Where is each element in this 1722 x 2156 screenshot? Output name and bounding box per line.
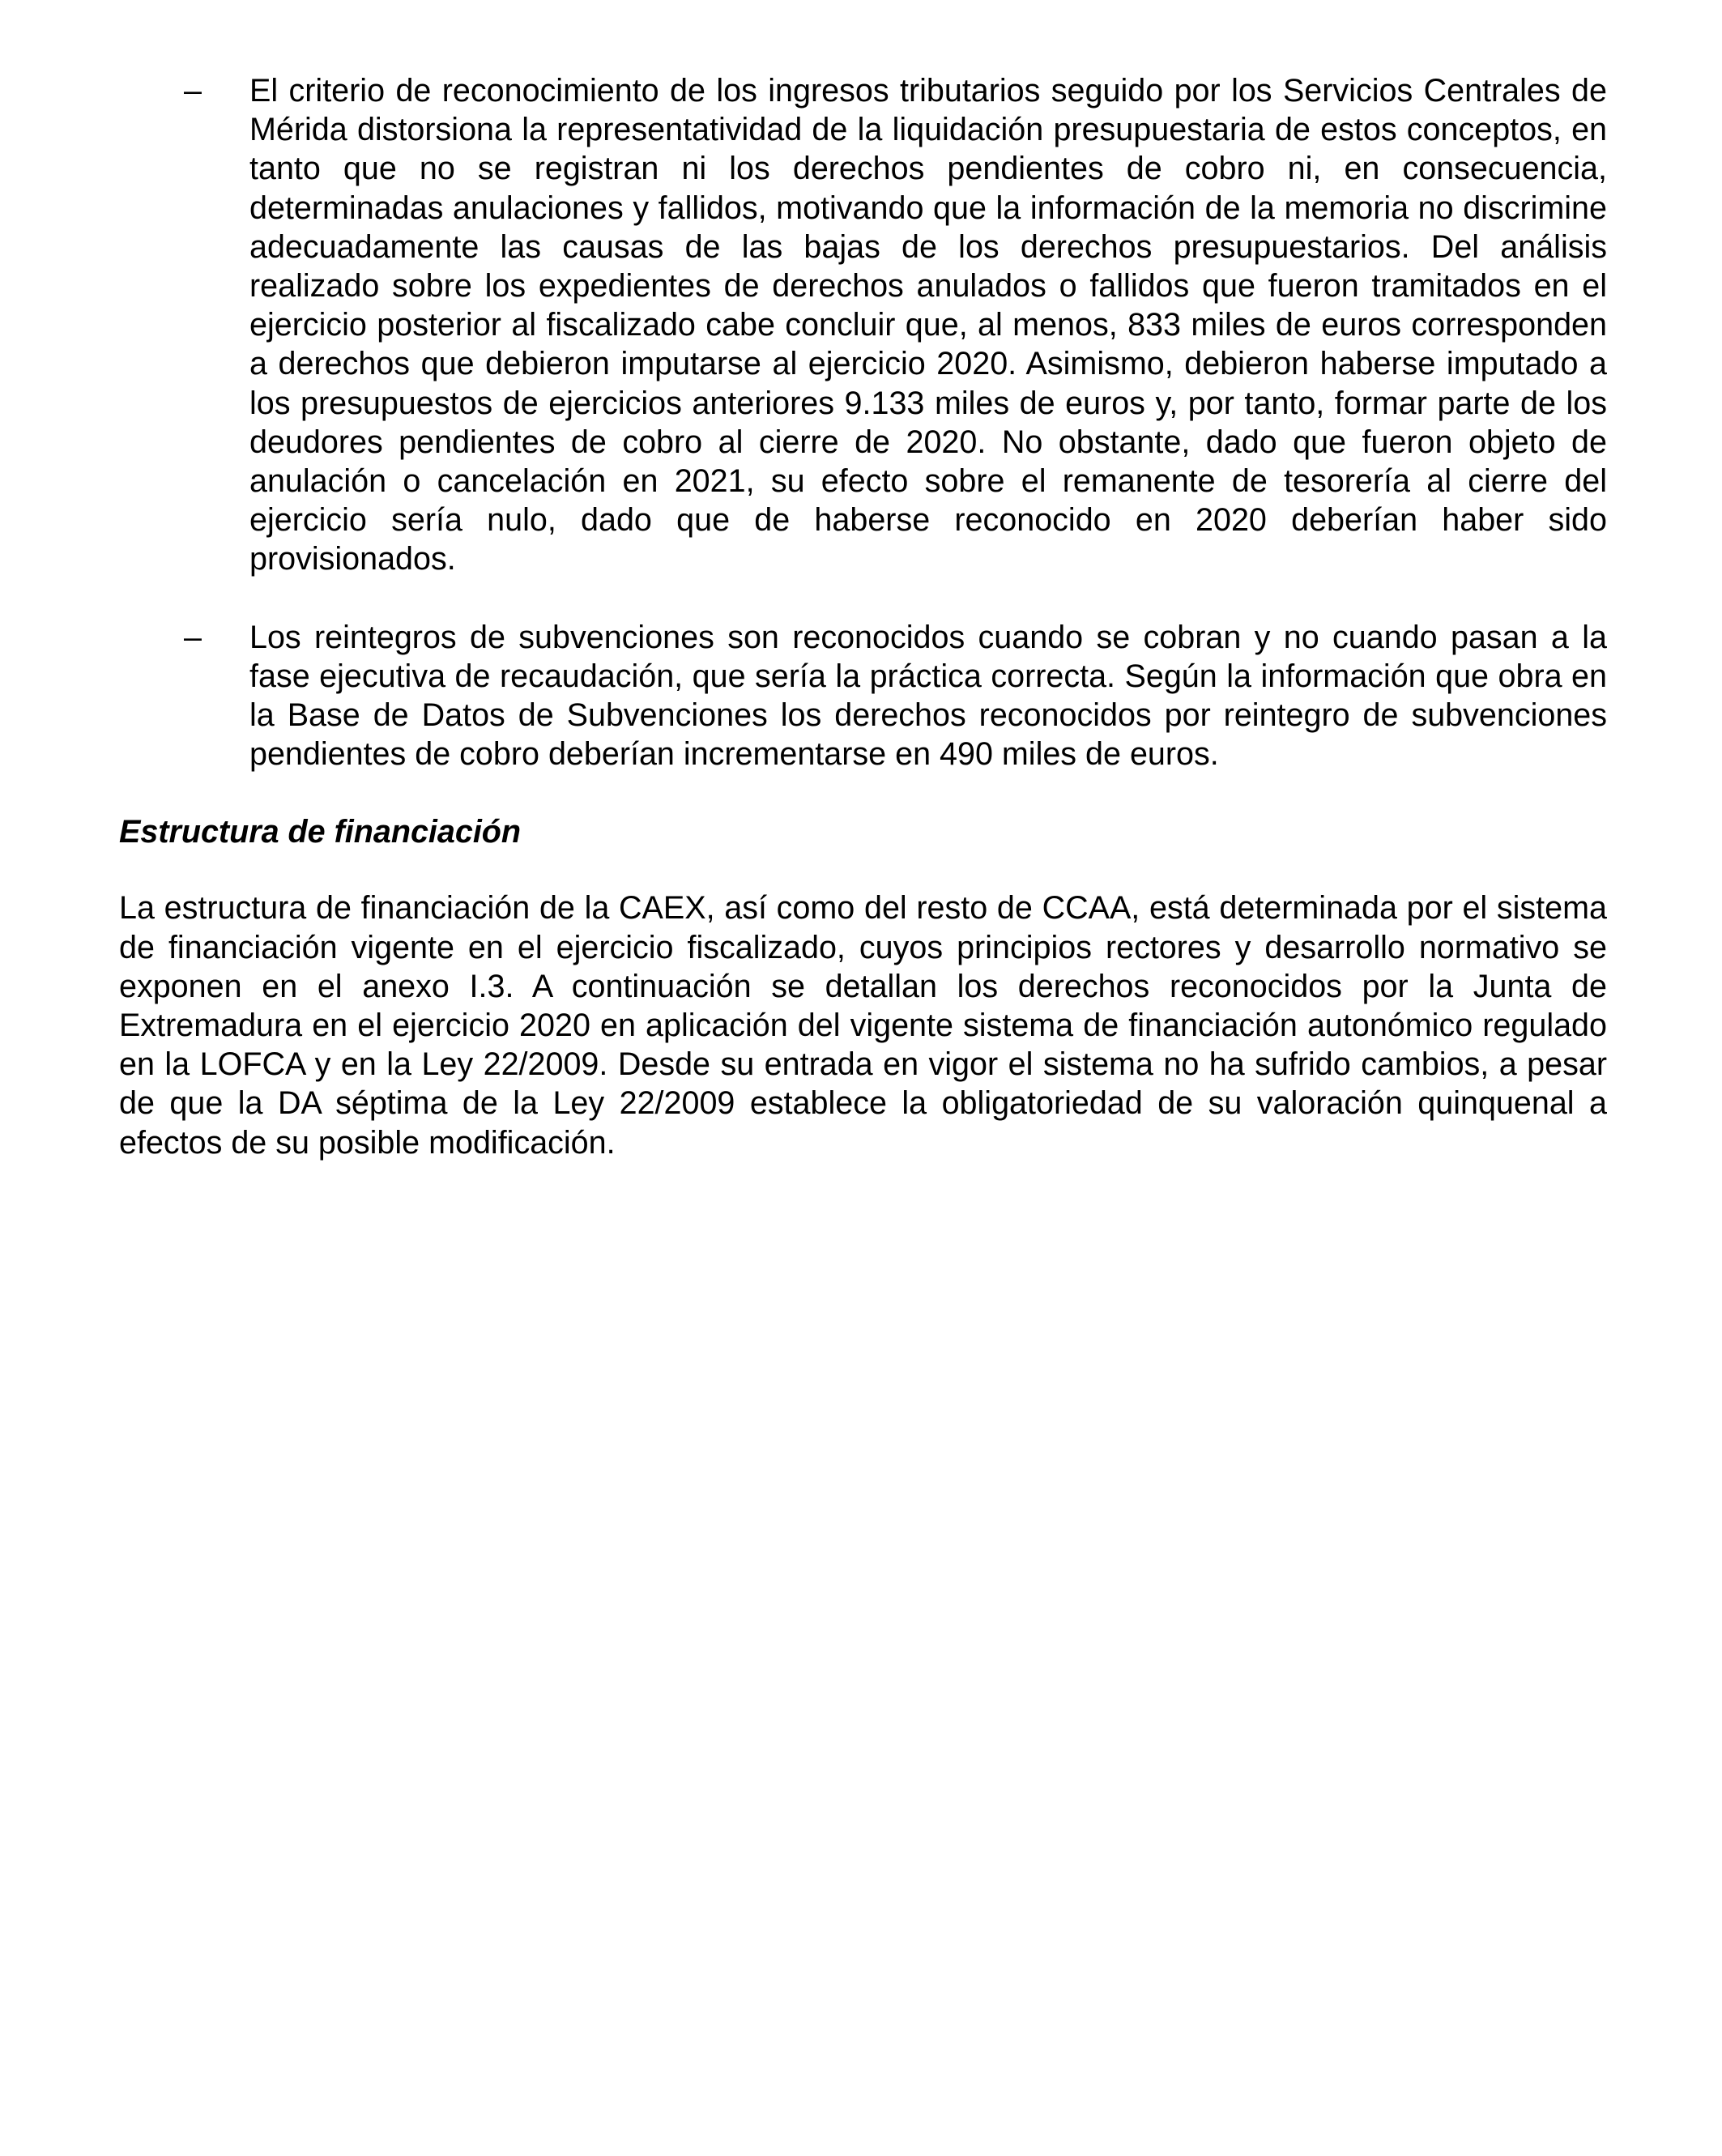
section-heading: Estructura de financiación [119,814,522,850]
bullet-text: Los reintegros de subvenciones son reconocidos cuando se cobran y no cuando pasan a la fase ejecutiva de recaudación, que sería la práctica correcta. Según la información que obra en la Base de Datos de Subvenciones los derechos reconocidos por reintegro de subvenciones pendientes de cobro deberían incrementarse en 490 miles de euros. [249,619,1607,773]
section-paragraph: La estructura de financiación de la CAEX, así como del resto de CCAA, está determinada por el sistema de financiación vigente en el ejercicio fiscalizado, cuyos principios rectores y desarrollo normativo se exponen en el anexo I.3. A continuación se detallan los derechos reconocidos por la Junta de Extremadura en el ejercicio 2020 en aplicación del vigente sistema de financiación autonómico regulado en la LOFCA y en la Ley 22/2009. Desde su entrada en vigor el sistema no ha sufrido cambios, a pesar de que la DA séptima de la Ley 22/2009 establece la obligatoriedad de su valoración quinquenal a efectos de su posible modificación. [119,890,1607,1161]
bullet-dash: – [184,619,202,655]
bullet-dash: – [184,73,202,109]
bullet-text: El criterio de reconocimiento de los ingresos tributarios seguido por los Servicios Centrales de Mérida distorsiona la representatividad de la liquidación presupuestaria de estos conceptos, en tanto que no se registran ni los derechos pendientes de cobro ni, en consecuencia, determinadas anulaciones y fallidos, motivando que la información de la memoria no discrimine adecuadamente las causas de las bajas de los derechos presupuestarios. Del análisis realizado sobre los expedientes de derechos anulados o fallidos que fueron tramitados en el ejercicio posterior al fiscalizado cabe concluir que, al menos, 833 miles de euros corresponden a derechos que debieron imputarse al ejercicio 2020. Asimismo, debieron haberse imputado a los presupuestos de ejercicios anteriores 9.133 miles de euros y, por tanto, formar parte de los deudores pendientes de cobro al cierre de 2020. No obstante, dado que fueron objeto de anulación o cancelación en 2021, su efecto sobre el remanente de tesorería al cierre del ejercicio sería nulo, dado que de haberse reconocido en 2020 deberían haber sido provisionados. [249,73,1607,577]
bullet-item-tax-revenue-criterion [119,71,1607,579]
document-page [119,71,1607,1162]
bullet-item-subsidy-refunds [119,618,1607,774]
